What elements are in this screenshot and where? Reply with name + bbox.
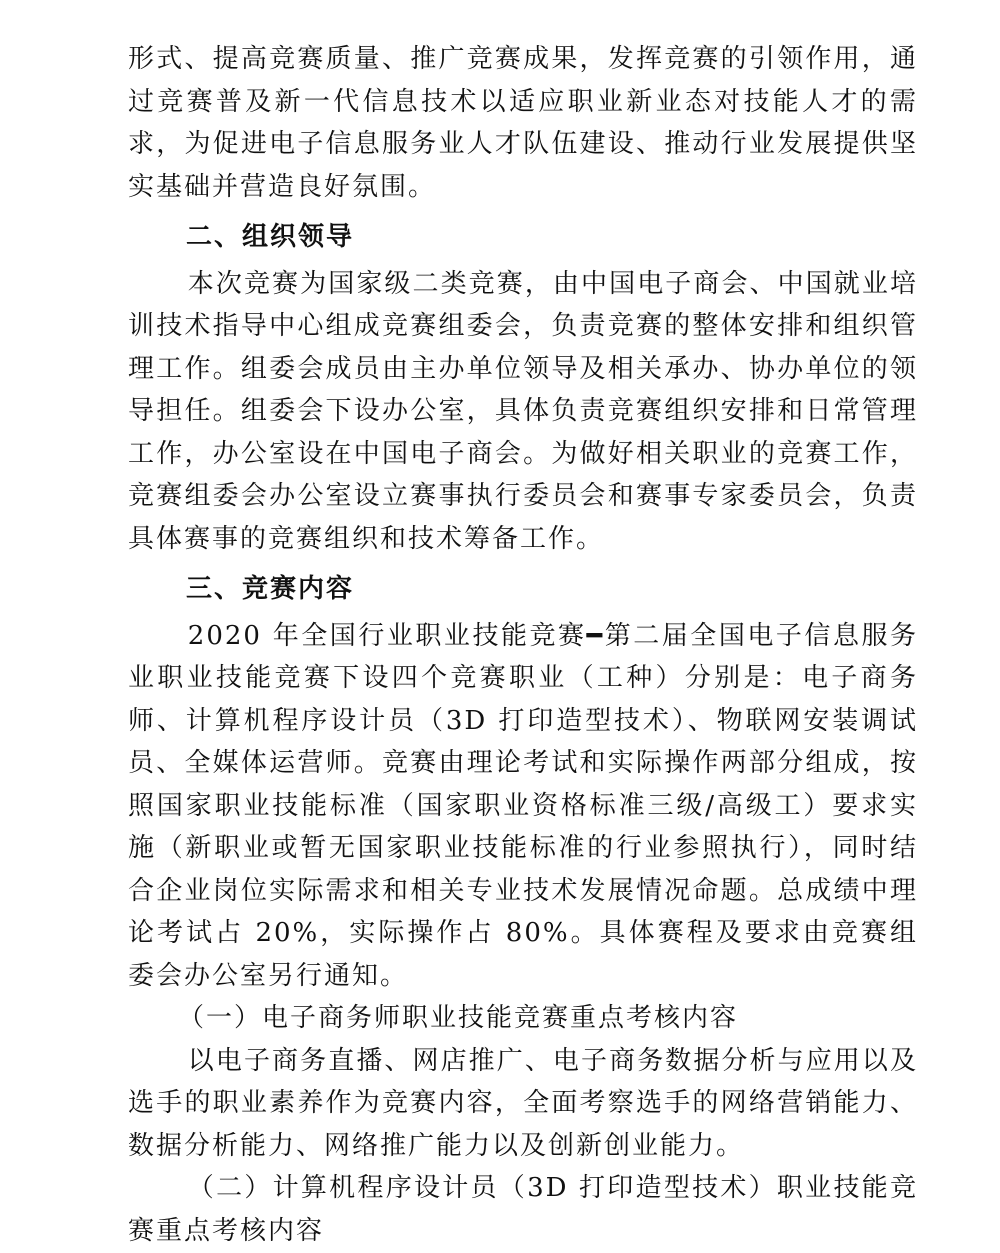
subheading-3d-printing: （二）计算机程序设计员（3D 打印造型技术）职业技能竞赛重点考核内容 [128,1173,918,1246]
organization-paragraph: 本次竞赛为国家级二类竞赛，由中国电子商会、中国就业培训技术指导中心组成竞赛组委会，负责竞赛的整体安排和组织管理工作。组委会成员由主办单位领导及相关承办、协办单位的领导担任。组委会下设办公室，具体负责竞赛组织安排和日常管理工作，办公室设在中国电子商会。为做好相关职业的竞赛工作，竞赛组委会办公室设立赛事执行委员会和赛事专家委员会，负责具体赛事的竞赛组织和技术筹备工作。 [128,268,918,554]
document-body [128,38,918,1252]
content-paragraph: 2020 年全国行业职业技能竞赛━第二届全国电子信息服务业职业技能竞赛下设四个竞赛职业（工种）分别是：电子商务师、计算机程序设计员（3D 打印造型技术）、物联网安装调试员、全媒体运营师。竞赛由理论考试和实际操作两部分组成，按照国家职业技能标准（国家职业资格标准三级/高级工）要求实施（新职业或暂无国家职业技能标准的行业参照执行），同时结合企业岗位实际需求和相关专业技术发展情况命题。总成绩中理论考试占 20%，实际操作占 80%。具体赛程及要求由竞赛组委会办公室另行通知。 [128,620,918,991]
intro-paragraph: 形式、提高竞赛质量、推广竞赛成果，发挥竞赛的引领作用，通过竞赛普及新一代信息技术以适应职业新业态对技能人才的需求，为促进电子信息服务业人才队伍建设、推动行业发展提供坚实基础并营造良好氛围。 [128,44,918,202]
ecommerce-paragraph: 以电子商务直播、网店推广、电子商务数据分析与应用以及选手的职业素养作为竞赛内容，全面考察选手的网络营销能力、数据分析能力、网络推广能力以及创新创业能力。 [128,1045,918,1161]
subheading-ecommerce: （一）电子商务师职业技能竞赛重点考核内容 [178,1003,739,1033]
section-heading-content: 三、竞赛内容 [186,574,355,604]
section-heading-organization: 二、组织领导 [186,222,355,252]
